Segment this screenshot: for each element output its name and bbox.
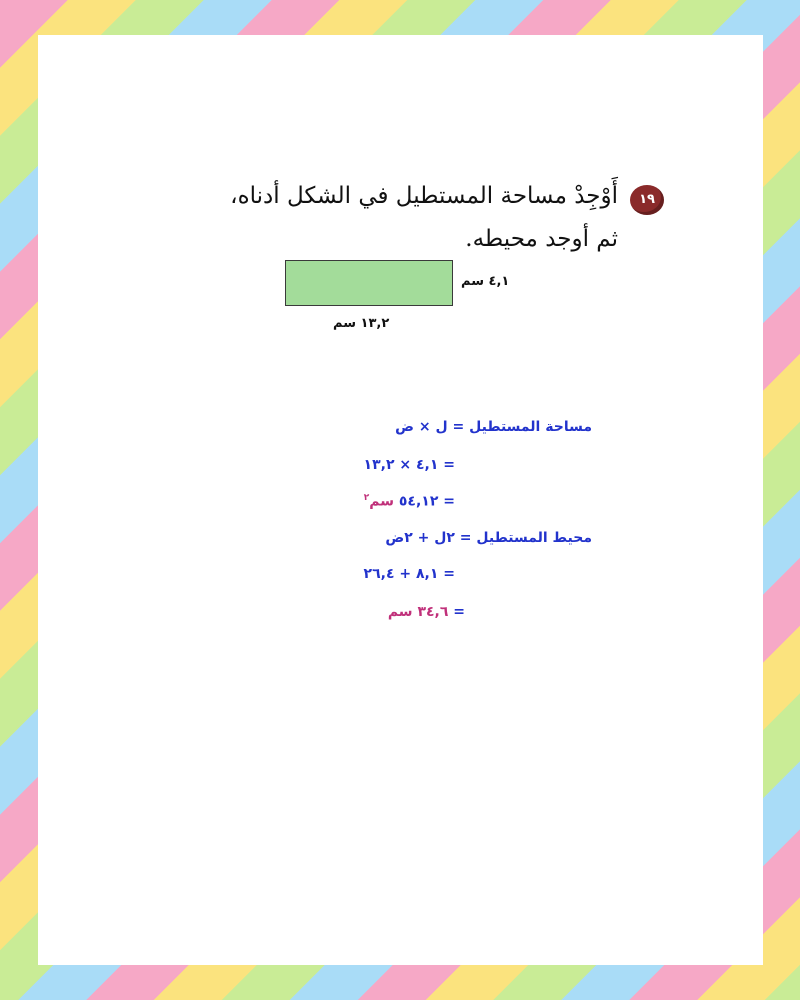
question-number-badge: ١٩ (630, 185, 664, 215)
perimeter-result-value: ٣٤,٦ سم (387, 604, 449, 620)
perimeter-result-equals: = (448, 604, 465, 620)
question-text-line-2: ثم أوجد محيطه. (465, 226, 618, 252)
rectangle-length-label: ١٣,٢ سم (333, 316, 390, 331)
perimeter-substitution: = ٨,١ + ٢٦,٤ (363, 566, 455, 582)
area-result-equals: = ٥٤,١٢ (398, 493, 455, 510)
rectangle-width-label: ٤,١ سم (461, 274, 510, 289)
perimeter-result (388, 604, 465, 620)
perimeter-formula: محيط المستطيل = ٢ل + ٢ض (385, 530, 592, 546)
area-substitution: = ٤,١ × ١٣,٢ (363, 457, 455, 473)
area-result-power: ٢ (363, 493, 370, 503)
question-text-line-1: أَوْجِدْ مساحة المستطيل في الشكل أدناه، (230, 183, 618, 209)
area-result-unit: سم (369, 493, 395, 510)
rectangle-figure (285, 260, 453, 306)
area-formula: مساحة المستطيل = ل × ض (395, 419, 592, 435)
area-result (364, 493, 455, 510)
